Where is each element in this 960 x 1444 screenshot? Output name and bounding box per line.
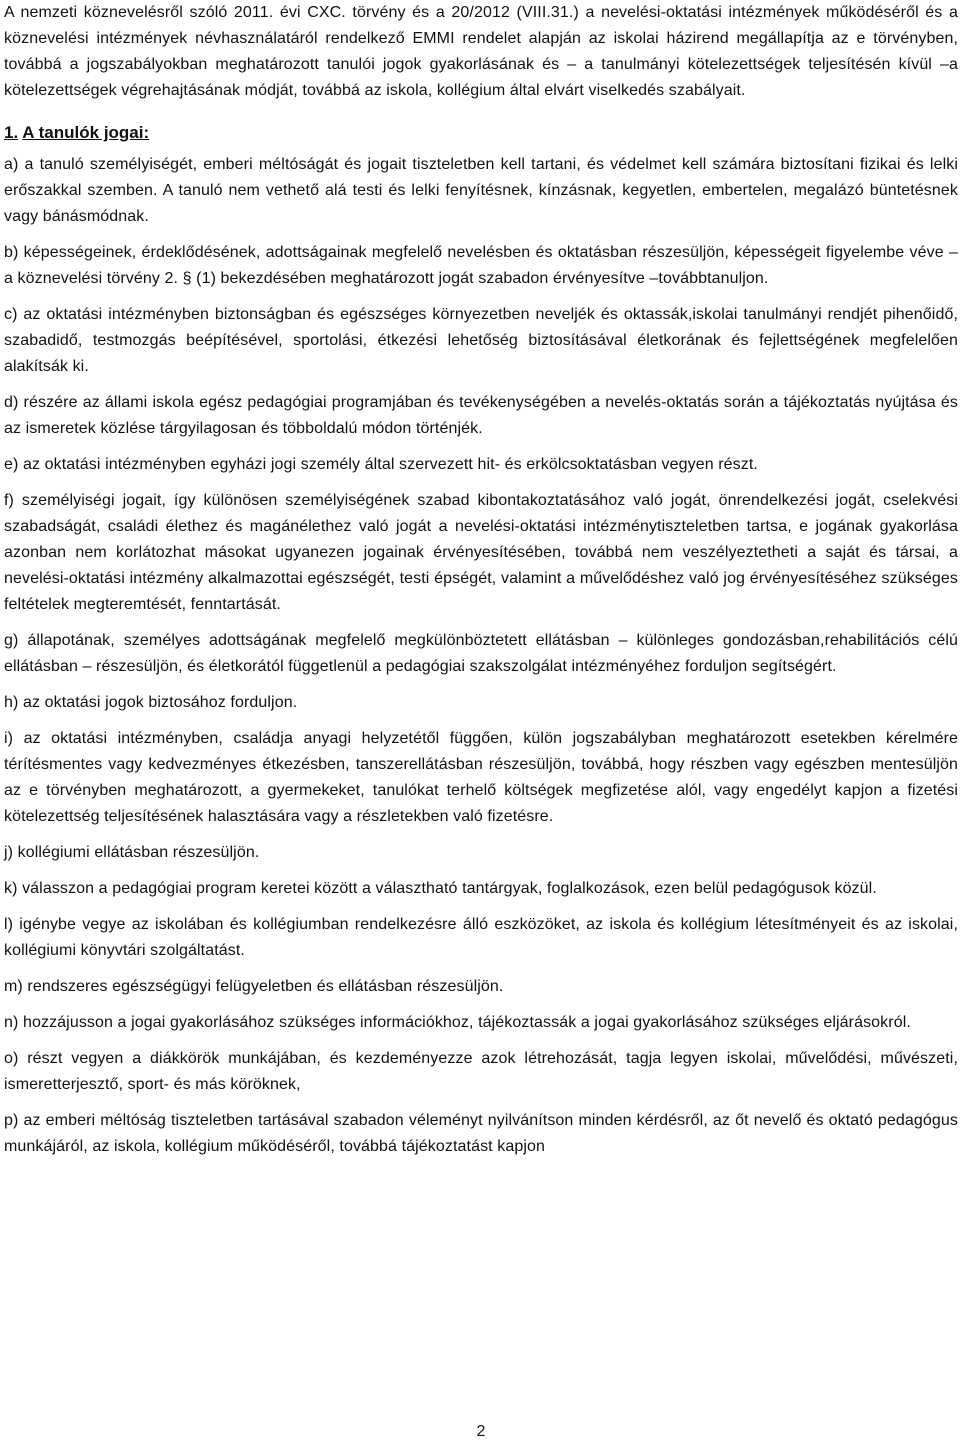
list-item-n: n) hozzájusson a jogai gyakorlásához szükséges információkhoz, tájékoztassák a jogai gyakorlásához szükséges eljárásokról.	[4, 1014, 911, 1031]
list-item-e: e) az oktatási intézményben egyházi jogi személy által szervezett hit- és erkölcsoktatásban vegyen részt.	[4, 456, 758, 473]
list-item-c: c) az oktatási intézményben biztonságban és egészséges környezetben neveljék és oktassák,iskolai tanulmányi rendjét pihenőidő, szabadidő, testmozgás beépítésével, sportolási, étkezési lehetőség biztosításával életkorának és fejlettségének megfelelően alakítsák ki.	[4, 306, 958, 375]
list-item-f: f) személyiségi jogait, így különösen személyiségének szabad kibontakoztatásához való jogát, önrendelkezési jogát, cselekvési szabadságát, családi élethez és magánélethez való jogát a nevelési-oktatási intézménytiszteletben tartsa, e jogának gyakorlása azonban nem korlátozhat másokat ugyanezen jogainak érvényesítésében, továbbá nem veszélyeztetheti a saját és társai, a nevelési-oktatási intézmény alkalmazottai egészségét, testi épségét, valamint a művelődéshez való jog érvényesítéséhez szükséges feltételek megteremtését, fenntartását.	[4, 492, 958, 613]
section-heading	[4, 120, 958, 146]
list-item-d: d) részére az állami iskola egész pedagógiai programjában és tevékenységében a nevelés-oktatás során a tájékoztatás nyújtása és az ismeretek közlése tárgyilagosan és többoldalú módon történjék.	[4, 394, 958, 437]
list-item-g: g) állapotának, személyes adottságának megfelelő megkülönböztetett ellátásban – különleges gondozásban,rehabilitációs célú ellátásban – részesüljön, és életkorától függetlenül a pedagógiai szakszolgálat intézményéhez forduljon segítségért.	[4, 632, 958, 675]
list-item-a: a) a tanuló személyiségét, emberi méltóságát és jogait tiszteletben kell tartani, és védelmet kell számára biztosítani fizikai és lelki erőszakkal szemben. A tanuló nem vethető alá testi és lelki fenyítésnek, kínzásnak, kegyetlen, embertelen, megalázó büntetésnek vagy bánásmódnak.	[4, 156, 958, 225]
section-number: 1.	[4, 123, 19, 142]
document-page	[4, 0, 958, 1444]
list-item-k: k) válasszon a pedagógiai program keretei között a választható tantárgyak, foglalkozások, ezen belül pedagógusok közül.	[4, 880, 877, 897]
list-item-b: b) képességeinek, érdeklődésének, adottságainak megfelelő nevelésben és oktatásban részesüljön, képességeit figyelembe véve – a köznevelési törvény 2. § (1) bekezdésében meghatározott jogát szabadon érvényesítve –továbbtanuljon.	[4, 244, 958, 287]
list-item-l: l) igénybe vegye az iskolában és kollégiumban rendelkezésre álló eszközöket, az iskola és kollégium létesítményeit és az iskolai, kollégiumi könyvtári szolgáltatást.	[4, 916, 958, 959]
intro-paragraph: A nemzeti köznevelésről szóló 2011. évi CXC. törvény és a 20/2012 (VIII.31.) a nevelési-oktatási intézmények működéséről és a köznevelési intézmények névhasználatáról rendelkező EMMI rendelet alapján az iskolai házirend megállapítja az e törvényben, továbbá a jogszabályokban meghatározott tanulói jogok gyakorlásának és – a tanulmányi kötelezettségek teljesítésén kívül –a kötelezettségek végrehajtásának módját, továbbá az iskola, kollégium által elvárt viselkedés szabályait.	[4, 4, 958, 99]
list-item-j: j) kollégiumi ellátásban részesüljön.	[4, 844, 260, 861]
page-number: 2	[476, 1423, 486, 1440]
list-item-h: h) az oktatási jogok biztosához forduljon.	[4, 694, 298, 711]
list-item-m: m) rendszeres egészségügyi felügyeletben és ellátásban részesüljön.	[4, 978, 504, 995]
list-item-o: o) részt vegyen a diákkörök munkájában, és kezdeményezze azok létrehozását, tagja legyen iskolai, művelődési, művészeti, ismeretterjesztő, sport- és más köröknek,	[4, 1050, 958, 1093]
list-item-i: i) az oktatási intézményben, családja anyagi helyzetétől függően, külön jogszabályban meghatározott esetekben kérelmére térítésmentes vagy kedvezményes étkezésben, tanszerellátásban részesüljön, továbbá, hogy részben vagy egészben mentesüljön az e törvényben meghatározott, a gyermekeket, tanulókat terhelő költségek megfizetése alól, vagy engedélyt kapjon a fizetési kötelezettség teljesítésének halasztására vagy a részletekben való fizetésre.	[4, 730, 958, 825]
section-title: A tanulók jogai:	[22, 123, 150, 142]
list-item-p: p) az emberi méltóság tiszteletben tartásával szabadon véleményt nyilvánítson minden kérdésről, az őt nevelő és oktató pedagógus munkájáról, az iskola, kollégium működéséről, továbbá tájékoztatást kapjon	[4, 1112, 958, 1155]
